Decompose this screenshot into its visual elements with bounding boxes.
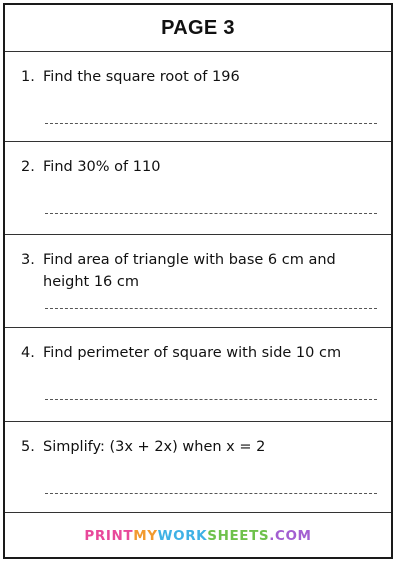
question-text-row	[21, 66, 377, 88]
answer-line	[45, 308, 377, 309]
answer-line	[45, 213, 377, 214]
question-number: 2.	[21, 159, 35, 175]
logo-part: SHEETS	[207, 528, 270, 544]
question-number: 5.	[21, 439, 35, 455]
page-title: PAGE 3	[5, 5, 391, 52]
question-text: Find perimeter of square with side 10 cm	[43, 345, 342, 361]
question-3	[5, 235, 391, 328]
logo-part: WORK	[157, 528, 208, 544]
question-text-row	[21, 156, 377, 178]
question-text: Find area of triangle with base 6 cm and height 16 cm	[43, 252, 336, 290]
worksheet	[3, 3, 393, 559]
footer	[5, 515, 391, 557]
question-2	[5, 142, 391, 235]
question-text: Find 30% of 110	[43, 159, 161, 175]
question-number: 4.	[21, 345, 35, 361]
logo-part: MY	[133, 528, 158, 544]
question-number: 1.	[21, 69, 35, 85]
question-5	[5, 422, 391, 513]
logo-part: PRINT	[84, 528, 134, 544]
question-text: Simplify: (3x + 2x) when x = 2	[43, 439, 266, 455]
site-logo	[84, 528, 311, 544]
question-text-row	[21, 342, 377, 364]
answer-line	[45, 493, 377, 494]
answer-line	[45, 399, 377, 400]
question-number: 3.	[21, 252, 35, 268]
answer-line	[45, 123, 377, 124]
question-text-row	[21, 436, 377, 458]
question-4	[5, 328, 391, 422]
question-text-row	[21, 249, 377, 293]
logo-part: .COM	[269, 528, 312, 544]
question-1	[5, 52, 391, 142]
question-text: Find the square root of 196	[43, 69, 240, 85]
